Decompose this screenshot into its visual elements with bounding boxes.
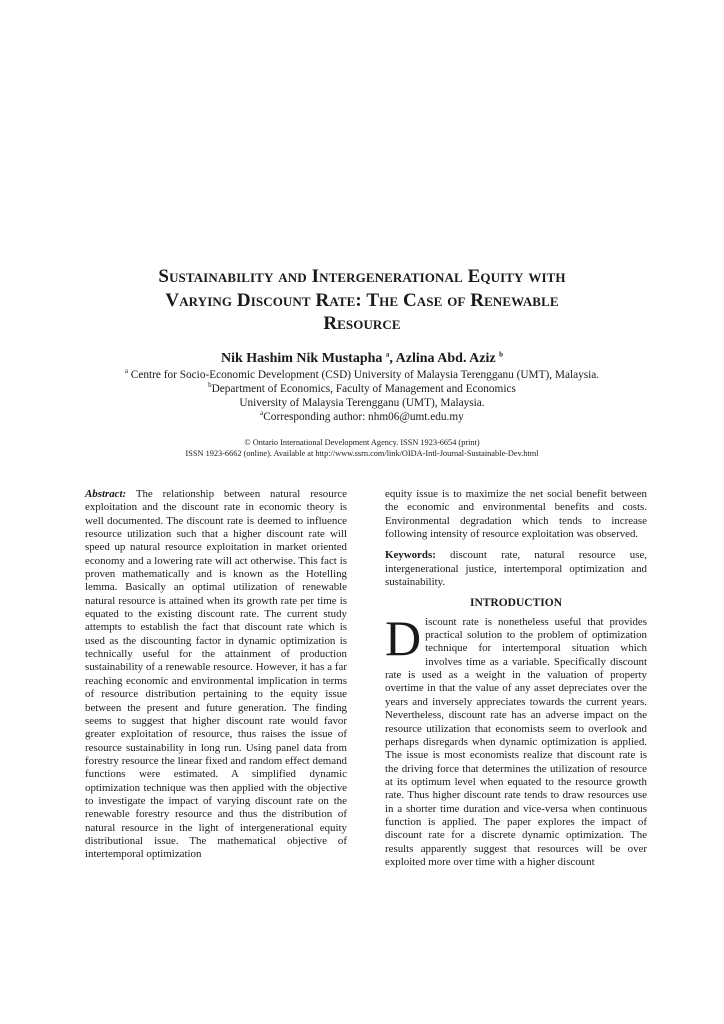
introduction-paragraph [385,609,647,870]
copyright-line: © Ontario International Development Agency. ISSN 1923-6654 (print) [244,438,480,447]
affiliation-b-line2: University of Malaysia Terengganu (UMT), Malaysia. [239,397,485,409]
introduction-text: iscount rate is nonetheless useful that provides practical solution to the problem of optimization technique for intertemporal situation which involves time as a variable. Specifically discount rate is used as a weight in the valuation of property overtime in that the value of any asset depreciates over the years and inversely appreciates towards the current years. Nevertheless, discount rate has an adverse impact on the resource utilization that economists seem to overlook and perhaps disregards when dynamic optimization is applied. The issue is most economists realize that discount rate is the driving force that determines the utilization of resource at its optimum level when equated to the resource growth rate. Thus higher discount rate tends to draw resources use in a shorter time duration and vice-versa when continuous function is applied. The paper explores the impact of discount rate for a discrete dynamic optimization. The results apparently suggest that resources will be over exploited more over time with a higher discount [385,615,647,868]
abstract-text: The relationship between natural resource exploitation and the discount rate in economic theory is well documented. The discount rate is deemed to influence resource utilization such that a higher discount rate will speed up natural resource exploitation in market oriented economy and a lowering rate will act otherwise. This fact is proven mathematically and is known as the Hotelling lemma. Basically an optimal utilization of renewable natural resource is attained when its growth rate per time is equated to the existing discount rate. The current study attempts to establish the fact that discount rate which is used as the discounting factor in dynamic optimization is technically useful for the attainment of production sustainability of a renewable resource. However, it has a far reaching economic and environmental implication in terms of resource distribution pertaining to the equity issue between the present and future generation. The finding seems to suggest that higher discount rate would favor greater exploitation of resource, thus raises the issue of resource sustainability in long run. Using panel data from forestry resource the linear fixed and random effect demand functions were estimated. A simplified dynamic optimization technique was then applied with the objective to investigate the impact of varying discount rate on the renewable forestry resource and thus the distribution of natural resource in the light of intergenerational equity distributional issue. The mathematical objective of intertemporal optimization [85,488,347,861]
corresponding-author-text[interactable]: Corresponding author: nhm06@umt.edu.my [263,411,464,423]
abstract-continued: equity issue is to maximize the net social benefit between the economic and environmental benefits and costs. Environmental degradation which tends to increase following intensity of resource exploitation was observed. [385,488,647,541]
affiliations [60,368,664,424]
title-line: Sustainability and Intergenerational Equity with [158,266,566,287]
affiliation-marker: b [499,350,504,359]
copyright-line-url[interactable]: ISSN 1923-6662 (online). Available at http://www.ssrn.com/link/OIDA-Intl-Journal-Sustainable-Dev.html [185,449,539,458]
affiliation-b [60,382,664,396]
keywords-label: Keywords: [385,549,436,562]
author-name: Nik Hashim Nik Mustapha [220,351,383,366]
corresponding-author [60,410,664,424]
author-list [90,350,634,368]
copyright-notice [60,437,664,459]
section-heading-introduction: INTRODUCTION [469,597,562,610]
title-line: Resource [323,313,401,334]
paper-title [90,265,634,336]
left-column [85,488,347,862]
keywords-text: discount rate, natural resource use, intergenerational justice, intertemporal optimization and sustainability. [385,549,647,589]
title-line: Varying Discount Rate: The Case of Renewable [165,289,559,311]
abstract-label: Abstract: [85,488,127,500]
affiliation-marker: b [208,381,212,390]
keywords [385,549,647,589]
affiliation-marker: a [385,350,390,359]
affiliation-text: Department of Economics, Faculty of Management and Economics [211,383,516,395]
affiliation-marker: a [124,367,128,376]
affiliation-text: Centre for Socio-Economic Development (CSD) University of Malaysia Terengganu (UMT), Malaysia. [130,369,600,381]
abstract [85,488,347,862]
affiliation-a [60,368,664,382]
affiliation-marker: a [260,409,264,418]
author-separator: , [389,351,396,366]
author-name: Azlina Abd. Aziz [395,351,496,366]
drop-cap: D [385,609,422,666]
right-column [385,488,647,869]
